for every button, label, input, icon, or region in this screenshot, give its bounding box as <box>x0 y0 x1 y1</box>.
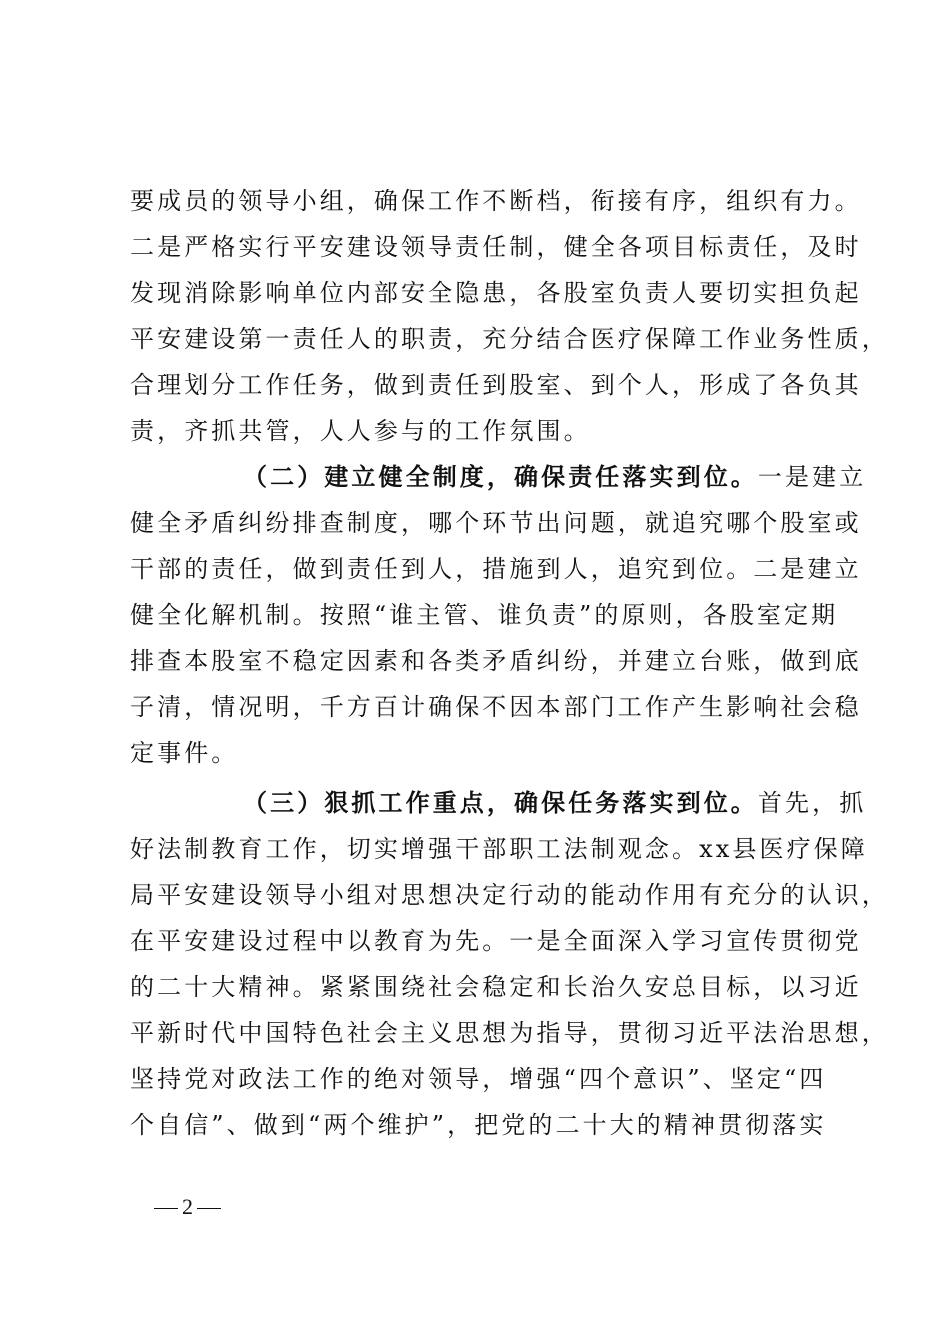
paragraph-line: 责，齐抓共管，人人参与的工作氛围。 <box>130 417 591 445</box>
paragraph-line: 在平安建设过程中以教育为先。一是全面深入学习宣传贯彻党 <box>130 927 862 955</box>
paragraph-line: 合理划分工作任务，做到责任到股室、到个人，形成了各负其 <box>130 371 862 399</box>
paragraph-line: 排查本股室不稳定因素和各类矛盾纠纷，并建立台账，做到底 <box>130 647 862 675</box>
paragraph-line: 的二十大精神。紧紧围绕社会稳定和长治久安总目标，以习近 <box>130 973 862 1001</box>
paragraph-line: 平新时代中国特色社会主义思想为指导，贯彻习近平法治思想， <box>130 1019 889 1047</box>
page-number-value: 2 <box>182 1194 193 1219</box>
paragraph-line: 健全化解机制。按照“谁主管、谁负责”的原则，各股室定期 <box>130 601 839 629</box>
paragraph-line: 坚持党对政法工作的绝对领导，增强“四个意识”、坚定“四 <box>130 1065 827 1093</box>
paragraph-line <box>243 782 867 824</box>
section-heading-3: （三）狠抓工作重点，确保任务落实到位。 <box>243 788 758 817</box>
paragraph-line: 子清，情况明，千方百计确保不因本部门工作产生影响社会稳 <box>130 693 862 721</box>
paragraph-line: 平安建设第一责任人的职责，充分结合医疗保障工作业务性质， <box>130 325 889 353</box>
paragraph-line: 要成员的领导小组，确保工作不断档，衔接有序，组织有力。 <box>130 187 862 215</box>
paragraph-text: 一是建立 <box>757 463 867 491</box>
paragraph-line: 个自信”、做到“两个维护”，把党的二十大的精神贯彻落实 <box>130 1111 827 1139</box>
paragraph-line <box>243 456 867 498</box>
paragraph-line: 定事件。 <box>130 739 239 767</box>
paragraph-line: 干部的责任，做到责任到人，措施到人，追究到位。二是建立 <box>130 555 862 583</box>
paragraph-line: 健全矛盾纠纷排查制度，哪个环节出问题，就追究哪个股室或 <box>130 509 862 537</box>
paragraph-line: 好法制教育工作，切实增强干部职工法制观念。xx县医疗保障 <box>130 835 868 863</box>
paragraph-line: 局平安建设领导小组对思想决定行动的能动作用有充分的认识， <box>130 881 889 909</box>
page-number <box>150 1192 225 1222</box>
paragraph-line: 二是严格实行平安建设领导责任制，健全各项目标责任，及时 <box>130 233 862 261</box>
dash-right <box>197 1208 221 1209</box>
section-heading-2: （二）建立健全制度，确保责任落实到位。 <box>243 462 758 491</box>
dash-left <box>154 1208 178 1209</box>
paragraph-text: 首先，抓 <box>757 789 867 817</box>
paragraph-line: 发现消除影响单位内部安全隐患，各股室负责人要切实担负起 <box>130 279 862 307</box>
